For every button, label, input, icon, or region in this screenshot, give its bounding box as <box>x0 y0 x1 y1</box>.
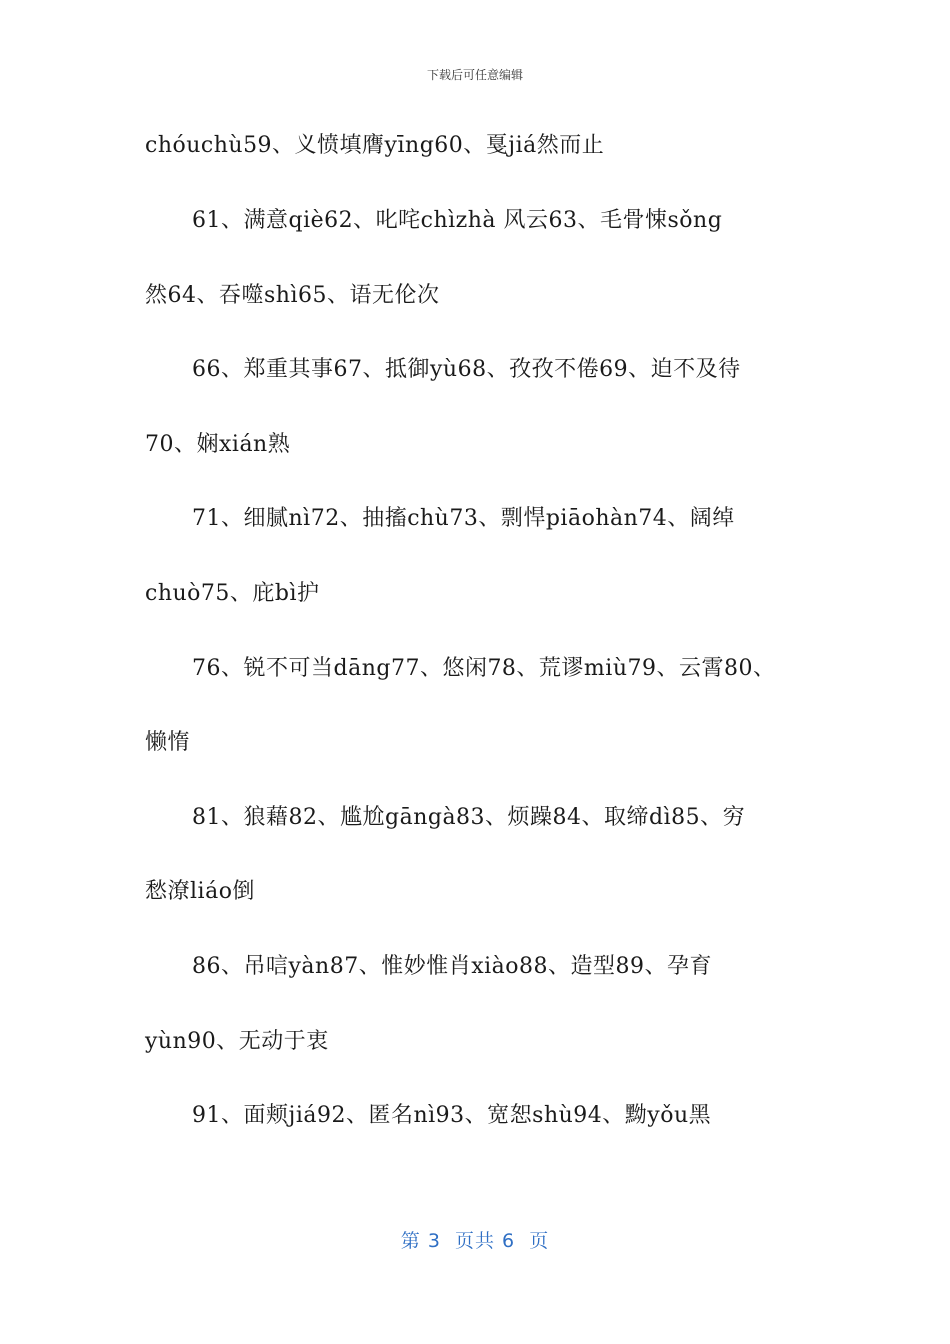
text-line: 愁潦liáo倒 <box>145 879 255 904</box>
text-line: 71、细腻nì72、抽搐chù73、剽悍piāohàn74、阔绰 <box>192 506 735 531</box>
text-line: 70、娴xián熟 <box>145 432 291 457</box>
page-number-footer <box>0 1226 950 1253</box>
text-line: 66、郑重其事67、抵御yù68、孜孜不倦69、迫不及待 <box>192 357 741 382</box>
page-number-label: 第 3 页共 6 页 <box>400 1230 550 1252</box>
page-header-note: 下载后可任意编辑 <box>426 68 523 82</box>
text-line: 懒惰 <box>145 730 191 755</box>
text-line: chuò75、庇bì护 <box>145 581 320 606</box>
text-line: 然64、吞噬shì65、语无伦次 <box>145 283 440 308</box>
text-line: chóuchù59、义愤填膺yīng60、戛jiá然而止 <box>145 133 605 158</box>
text-line: 61、满意qiè62、叱咤chìzhà 风云63、毛骨悚sǒng <box>192 208 723 233</box>
text-line: 76、锐不可当dāng77、悠闲78、荒谬miù79、云霄80、 <box>192 656 776 681</box>
text-line: 91、面颊jiá92、匿名nì93、宽恕shù94、黝yǒu黑 <box>192 1103 712 1128</box>
text-line: yùn90、无动于衷 <box>145 1029 329 1054</box>
text-line: 86、吊唁yàn87、惟妙惟肖xiào88、造型89、孕育 <box>192 954 712 979</box>
text-line: 81、狼藉82、尴尬gāngà83、烦躁84、取缔dì85、穷 <box>192 805 746 830</box>
